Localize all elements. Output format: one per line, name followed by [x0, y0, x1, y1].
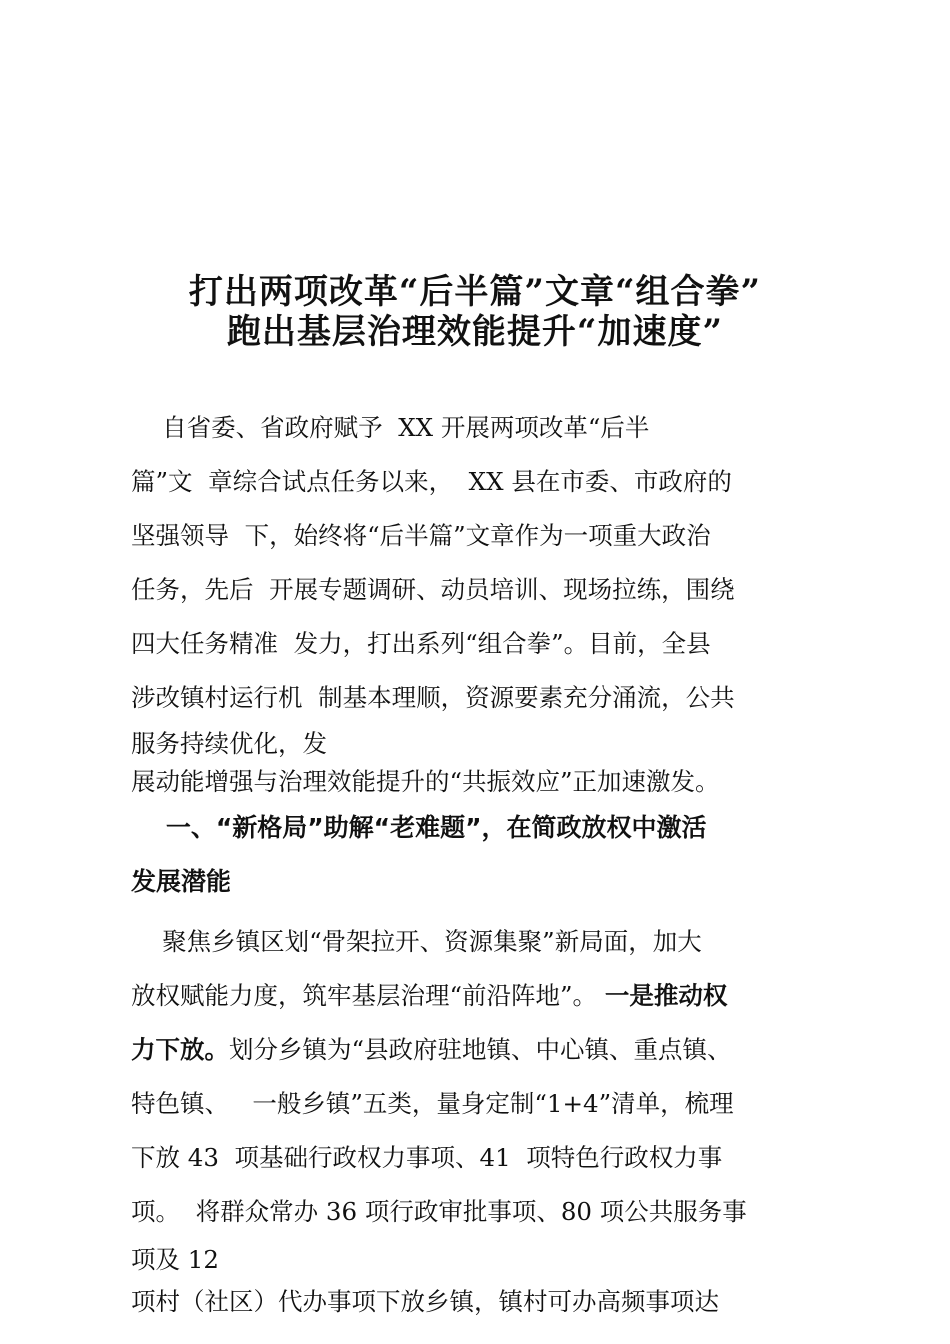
intro-line-4: 任务，先后 开展专题调研、动员培训、现场拉练，围绕: [131, 575, 735, 604]
document-title-line-1: 打出两项改革“后半篇”文章“组合拳”: [188, 272, 762, 312]
intro-line-1: 自省委、省政府赋予 XX 开展两项改革“后半: [131, 413, 650, 442]
para-line-2-bold: 一是推动权: [604, 981, 728, 1010]
intro-line-7: 服务持续优化，发: [131, 729, 327, 758]
para-line-3: [131, 1030, 732, 1070]
para-line-4: 特色镇、 一般乡镇”五类，量身定制“1+4”清单，梳理: [131, 1089, 734, 1118]
intro-line-2: 篇”文 章综合试点任务以来， XX 县在市委、市政府的: [131, 467, 732, 496]
document-title-line-2: 跑出基层治理效能提升“加速度”: [226, 312, 724, 352]
section-heading-line-2: 发展潜能: [131, 867, 232, 896]
para-line-7: 项及 12: [131, 1245, 219, 1274]
para-line-2-text: 放权赋能力度，筑牢基层治理“前沿阵地”。: [131, 981, 605, 1010]
section-heading-line-1: 一、“新格局”助解“老难题”，在简政放权中激活: [131, 813, 707, 842]
intro-line-5: 四大任务精准 发力，打出系列“组合拳”。目前，全县: [131, 629, 711, 658]
para-line-5: 下放 43 项基础行政权力事项、41 项特色行政权力事: [131, 1143, 723, 1172]
para-line-1: 聚焦乡镇区划“骨架拉开、资源集聚”新局面，加大: [131, 927, 702, 956]
para-line-6: 项。 将群众常办 36 项行政审批事项、80 项公共服务事: [131, 1197, 747, 1226]
para-line-2: [131, 976, 727, 1016]
para-line-3-bold: 力下放。: [131, 1035, 229, 1064]
intro-line-6: 涉改镇村运行机 制基本理顺，资源要素充分涌流，公共: [131, 683, 735, 712]
intro-line-3: 坚强领导 下，始终将“后半篇”文章作为一项重大政治: [131, 521, 711, 550]
para-line-8: 项村（社区）代办事项下放乡镇，镇村可办高频事项达: [131, 1287, 719, 1316]
intro-line-8: 展动能增强与治理效能提升的“共振效应”正加速激发。: [131, 767, 720, 796]
para-line-3-text: 划分乡镇为“县政府驻地镇、中心镇、重点镇、: [229, 1035, 732, 1064]
